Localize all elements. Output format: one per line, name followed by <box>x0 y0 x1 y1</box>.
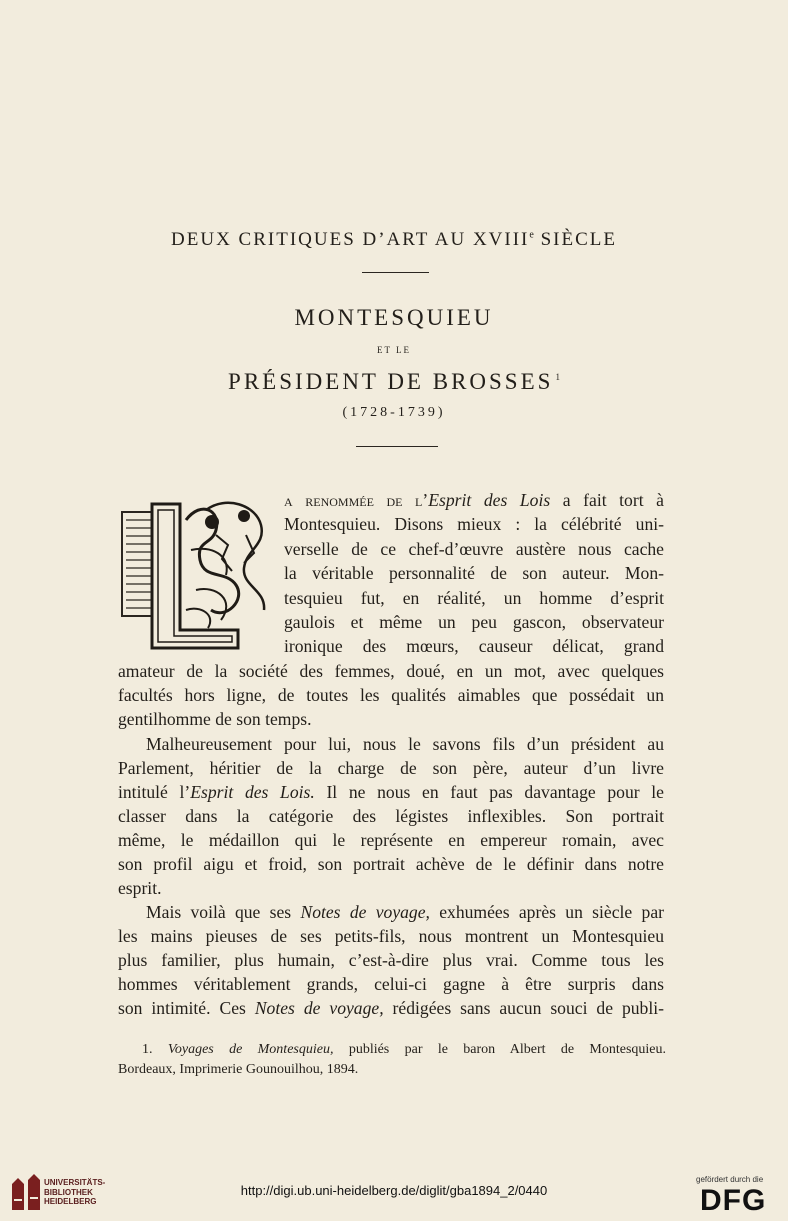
article-title-main: MONTESQUIEU <box>294 305 494 330</box>
body-line: intitulé l’Esprit des Lois. Il ne nous en faut pas davantage pour le <box>118 782 664 802</box>
footnote-line: 1. Voyages de Montesquieu, publiés par le baron Albert de Montesquieu. <box>142 1042 667 1057</box>
body-line: gaulois et même un peu gascon, observateur <box>284 612 664 632</box>
ornamental-initial-l <box>116 490 274 655</box>
body-line: a renommée de l’Esprit des Lois a fait tort à <box>284 490 664 510</box>
title-rule-bottom <box>356 446 438 447</box>
body-line: gentilhomme de son temps. <box>118 709 312 729</box>
body-line: hommes véritablement grands, celui-ci gagne à être surpris dans <box>118 974 664 994</box>
body-line: plus familier, plus humain, c’est-à-dire plus vrai. Comme tous les <box>118 950 664 970</box>
body-line: amateur de la société des femmes, doué, en un mot, avec quelques <box>118 661 664 681</box>
body-line: la véritable personnalité de son auteur. Mon- <box>284 563 664 583</box>
body-line: ironique des mœurs, causeur délicat, grand <box>284 636 664 656</box>
dfg-logo[interactable]: DFG <box>700 1184 767 1217</box>
body-line: classer dans la catégorie des légistes inflexibles. Son portrait <box>118 806 664 826</box>
article-title-second: PRÉSIDENT DE BROSSES $^1$ <box>228 369 560 394</box>
body-line: verselle de ce chef-d’œuvre austère nous cache <box>284 539 664 559</box>
footnote-line: Bordeaux, Imprimerie Gounouilhou, 1894. <box>118 1062 359 1077</box>
body-line: son intimité. Ces Notes de voyage, rédigées sans aucun souci de publi- <box>118 998 664 1018</box>
body-line: son profil aigu et froid, son portrait achève de le définir dans notre <box>118 854 664 874</box>
series-title: DEUX CRITIQUES D’ART AU XVIIIe SIÈCLE <box>171 229 617 250</box>
article-title-connector: ET LE <box>376 345 412 355</box>
funding-caption: gefördert durch die <box>696 1175 764 1184</box>
body-line: même, le médaillon qui le représente en empereur romain, avec <box>118 830 664 850</box>
title-rule-top <box>362 272 429 273</box>
article-dates: (1728-1739) <box>342 405 446 420</box>
body-line: tesquieu fut, en réalité, un homme d’esprit <box>284 588 664 608</box>
body-line: Parlement, héritier de la charge de son père, auteur d’un livre <box>118 758 664 778</box>
body-line: facultés hors ligne, de toutes les qualités aimables que possédait un <box>118 685 664 705</box>
university-library-name: UNIVERSITÄTS- BIBLIOTHEK HEIDELBERG <box>44 1178 106 1206</box>
body-line: Mais voilà que ses Notes de voyage, exhumées après un siècle par <box>146 902 664 922</box>
body-line: Montesquieu. Disons mieux : la célébrité uni- <box>284 514 664 534</box>
footnote-marker[interactable]: 1 <box>555 372 560 383</box>
body-line: esprit. <box>118 878 162 898</box>
source-url-link[interactable]: http://digi.ub.uni-heidelberg.de/diglit/gba1894_2/0440 <box>240 1183 548 1198</box>
body-line: les mains pieuses de ses petits-fils, nous montrent un Montesquieu <box>118 926 664 946</box>
body-line: Malheureusement pour lui, nous le savons fils d’un président au <box>146 734 664 754</box>
